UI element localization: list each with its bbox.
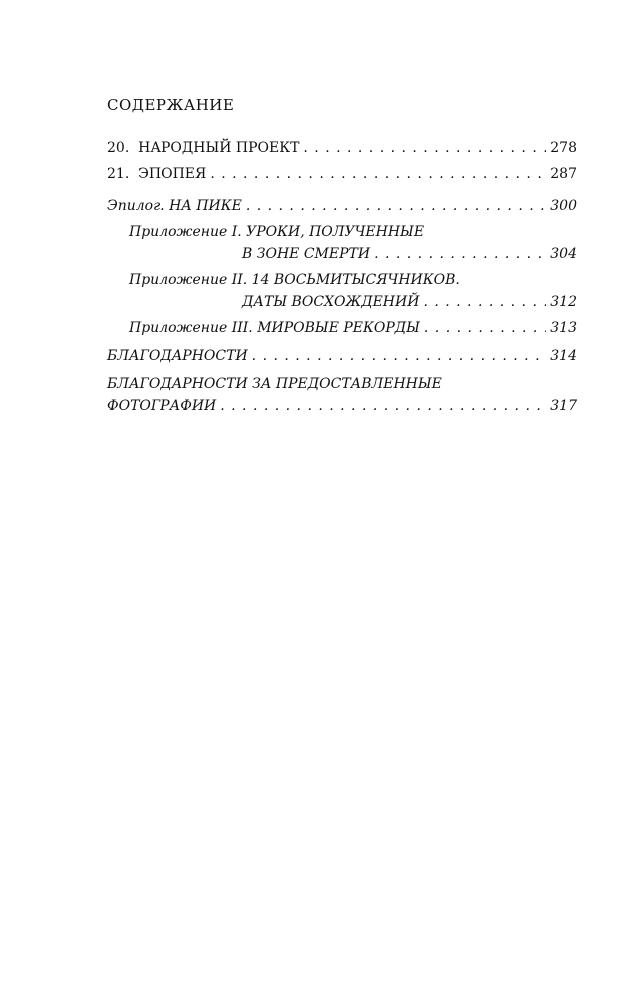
page-number: 317 — [550, 398, 577, 414]
section-prefix: Приложение II. — [129, 272, 248, 288]
toc-entry-appendix-3 — [107, 320, 577, 340]
dot-leader — [246, 198, 546, 214]
section-prefix: Приложение III. — [129, 320, 253, 336]
section-prefix: Эпилог. — [107, 198, 165, 214]
section-prefix: Приложение I. — [129, 224, 242, 240]
page-number: 314 — [550, 348, 577, 364]
section-title-line-2: ФОТОГРАФИИ — [107, 398, 217, 414]
toc-entry-appendix-2 — [107, 272, 577, 314]
toc-entry-acknowledgements — [107, 348, 577, 368]
section-title-line-1: УРОКИ, ПОЛУЧЕННЫЕ — [246, 224, 425, 240]
section-title: НА ПИКЕ — [169, 198, 242, 214]
dot-leader — [423, 294, 546, 310]
chapter-title: НАРОДНЫЙ ПРОЕКТ — [138, 140, 300, 156]
page-number: 287 — [550, 166, 577, 182]
toc-entry-title — [107, 140, 299, 156]
toc-entry-title — [107, 224, 577, 246]
dot-leader — [220, 398, 546, 414]
toc-entry-title — [107, 166, 206, 182]
toc-entry-appendix-1 — [107, 224, 577, 266]
section-title-line-1: 14 ВОСЬМИТЫСЯЧНИКОВ. — [251, 272, 460, 288]
page-number: 300 — [550, 198, 577, 214]
running-head: СОДЕРЖАНИЕ — [107, 96, 235, 114]
page-number: 312 — [550, 294, 577, 310]
chapter-number: 20. — [107, 140, 130, 156]
toc-entry-title — [129, 320, 420, 336]
page-number: 304 — [550, 246, 577, 262]
toc-entry-photo-credits — [107, 376, 577, 418]
toc-entry-title — [107, 198, 242, 214]
section-title: МИРОВЫЕ РЕКОРДЫ — [257, 320, 420, 336]
chapter-title: ЭПОПЕЯ — [138, 166, 207, 182]
dot-leader — [210, 166, 546, 182]
toc-entry-title — [107, 272, 577, 294]
dot-leader — [424, 320, 546, 336]
page-number: 313 — [550, 320, 577, 336]
dot-leader — [374, 246, 546, 262]
page-number: 278 — [550, 140, 577, 156]
toc-entry-chapter-20 — [107, 140, 577, 160]
dot-leader — [303, 140, 546, 156]
toc-entry-epilog — [107, 198, 577, 218]
section-title-line-1: БЛАГОДАРНОСТИ ЗА ПРЕДОСТАВЛЕННЫЕ — [107, 376, 442, 392]
section-title-line-2: В ЗОНЕ СМЕРТИ — [242, 246, 371, 262]
chapter-number: 21. — [107, 166, 130, 182]
table-of-contents — [107, 140, 577, 418]
section-title: БЛАГОДАРНОСТИ — [107, 348, 248, 364]
dot-leader — [252, 348, 547, 364]
section-title-line-2: ДАТЫ ВОСХОЖДЕНИЙ — [242, 294, 420, 310]
toc-entry-chapter-21 — [107, 166, 577, 186]
